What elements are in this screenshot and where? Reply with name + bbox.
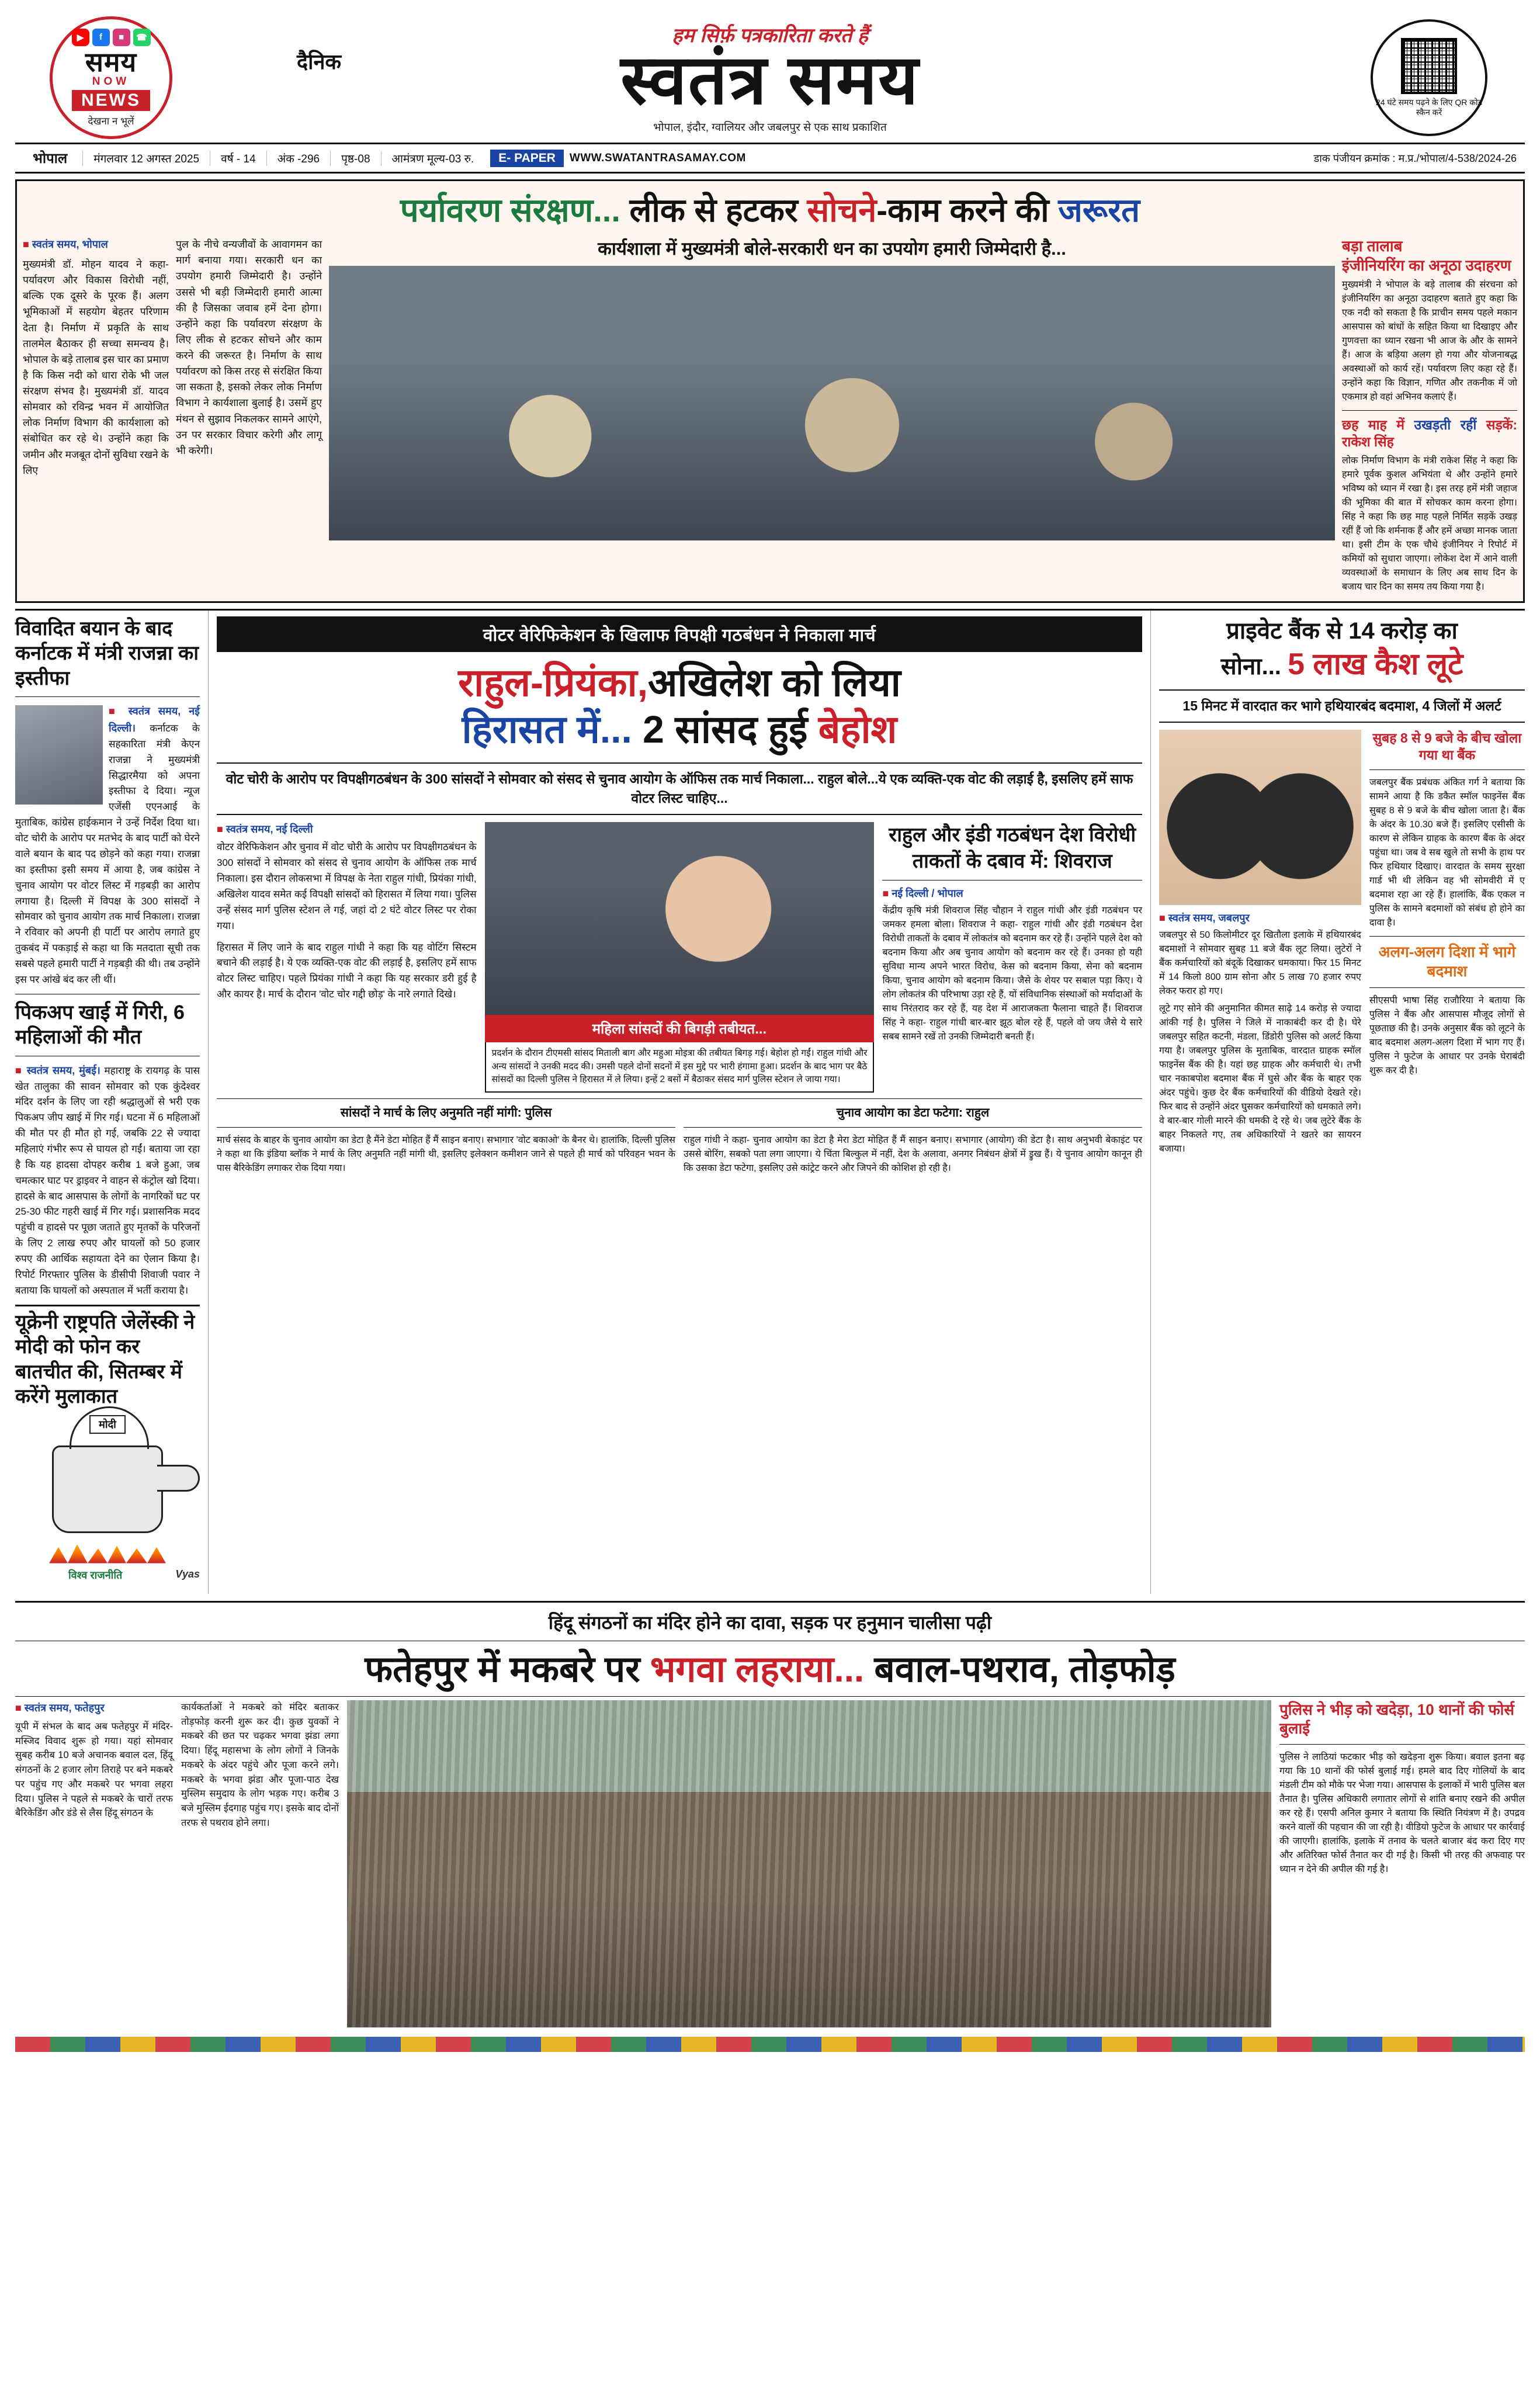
- lead-byline: ■ स्वतंत्र समय, भोपाल: [23, 237, 169, 253]
- storyC-columns: [1159, 730, 1525, 1156]
- storyB-side-byline: ■ नई दिल्ली / भोपाल: [882, 886, 1142, 900]
- lead-side2-kicker: [1342, 417, 1517, 450]
- lead-text-2: पुल के नीचे वन्यजीवों के आवागमन का मार्ग बनाया गया। सरकारी धन का उपयोग हमारी जिम्मेदारी है। उन्होंने उससे भी बड़ी जिम्मेदारी हमारी आत्मा की है जिसका जवाब हमें देना होगा। उन्होंने कहा कि पर्यावरण संरक्षण के लिए लीक से हटकर सोचने और काम करने की जरूरत है। निर्माण के साथ पर्यावरण को किस तरह से संरक्षित किया जा सकता है, इसको लेकर लोक निर्माण विभाग ने कार्यशाला बुलाई है। उसमें हुए मंथन से सुझाव निकलकर सामने आएंगे, उन पर सरकार विचार करेगी और लागू भी करेगी।: [176, 238, 322, 456]
- storyB-banner: वोटर वेरिफिकेशन के खिलाफ विपक्षी गठबंधन ने निकाला मार्च: [217, 616, 1142, 652]
- cartoon-caption-text: विश्व राजनीति: [68, 1569, 123, 1581]
- storyB-sub2-headline: चुनाव आयोग का डेटा फटेगा: राहुल: [836, 1105, 990, 1119]
- bottom-photo: [347, 1700, 1271, 2027]
- divider: [217, 1127, 675, 1128]
- storyA1-body: [15, 703, 200, 987]
- facebook-icon: f: [92, 29, 110, 46]
- qr-caption: 24 घंटे समय पढ़ने के लिए QR कोड स्कैन करें: [1375, 97, 1483, 117]
- storyA1-headline: विवादित बयान के बाद कर्नाटक में मंत्री राजन्ना का इस्तीफा: [15, 617, 199, 689]
- storyA1-text: कर्नाटक के सहकारिता मंत्री केएन राजन्ना ने मुख्यमंत्री सिद्धारमैया को अपना इस्तीफा दे दिया। न्यूज एजेंसी एएनआई के मुताबिक, कांग्रेस हाईकमान ने उन्हें निर्देश दिया था। वोट चोरी के आरोप पर मतभेद के बाद पार्टी को घेरने वाले बयान के बाद पद छोड़ने को कहा गया। राजन्ना का इस्तीफा इसी समय में आया है, जब कांग्रेस ने चुनाव आयोग पर वोटर लिस्ट में गड़बड़ी का आरोप लगाया है। दिल्ली में विपक्ष के 300 सांसदों ने सोमवार को चुनाव आयोग तक मार्च निकाला। राजन्ना ने रविवार को अपनी ही पार्टी पर आरोप लगाते हुए तुकबंद में पकड़ाई से कहा था कि मतदाता सूची तक सबसे पहले हमारी पार्टी ने गड़बड़ी की थी। तब उन्होंने इस पर आंखे बंद कर ली थीं।: [15, 723, 200, 985]
- bottom-text-2: कार्यकर्ताओं ने मकबरे को मंदिर बताकर तोड़फोड़ करनी शुरू कर दी। कुछ युवकों ने मकबरे की छत पर चढ़कर भगवा झंडा लगा दिया। हिंदू महासभा के लोग लोगों ने जिनके मकबरे के अंदर पहुंचे और पूजा करने लगे। मकबरे के भगवा झंडा और पूजा-पाठ देख मुस्लिम समुदाय के लोग भड़क गए। करीब 3 बजे मुस्लिम ईदगाह पहुंच गए। इसके बाद दोनों तरफ से पथराव होने लगा।: [181, 1701, 339, 1828]
- storyB-photo-caption-body: प्रदर्शन के दौरान टीएमसी सांसद मिताली बाग और महुआ मोइत्रा की तबीयत बिगड़ गई। बेहोश हो गईं। राहुल गांधी और अन्य सांसदों ने उनकी मदद की। उमसी पहले दोनों सदनों में इस मुद्दे पर भारी हंगामा हुआ। प्रदर्शन के बाद भाग पर बैठे सांसदों का दिल्ली पुलिस ने हिरासत में ले लिया। इन्हें 2 बसों में बैठाकर संसद मार्ग पुलिस स्टेशन ले जाया गया।: [485, 1042, 875, 1092]
- storyA2-text: महाराष्ट्र के रायगढ़ के पास खेत तालुका की सावन सोमवार को एक कुंदेश्वर मंदिर दर्शन के लिए जा रही श्रद्धालुओं से भरी एक पिकअप जीप खाई में गिर गई। घटना में 6 महिलाओं की मौत पर ही मौत हो गई, जबकि 22 से ज्यादा महिलाएं गंभीर रूप से घायल हो गईं। बताया जा रहा है कि यह हादसा दोपहर करीब 1 बजे हुआ, जब चमत्कार घाट पर ड्राइवर ने वाहन से कंट्रोल खो दिया। हादसे के बाद आसपास के लोगों के नागरिकों घट पर 25-30 फीट गहरी खाई में गिर गई। प्रशासनिक मदद पहुंची व हादसे पर पूछा जताते हुए मृतकों के परिजनों के लिए 2 लाख रुपए और घायलों को 50 हजार रुपए की आर्थिक सहायता देने का ऐलान किया है। रिपोर्ट गिरफ्तार पुलिस के डीसीपी शिवाजी पवार ने बताया कि घायलों को अस्पताल में भर्ती कराया है।: [15, 1065, 200, 1296]
- storyB-kicker: वोट चोरी के आरोप पर विपक्षीगठबंधन के 300 सांसदों ने सोमवार को संसद से चुनाव आयोग के ऑफिस तक मार्च निकाला... राहुल बोले...ये एक व्यक्ति-एक वोट की लड़ाई है, इसलिए हमें साफ वोटर लिस्ट चाहिए...: [217, 762, 1142, 816]
- storyA3-headline: यूक्रेनी राष्ट्रपति जेलेंस्की ने मोदी को फोन कर बातचीत की, सितम्बर में करेंगे मुलाकात: [15, 1311, 195, 1408]
- bottom-side-body: पुलिस ने लाठियां फटकार भीड़ को खदेड़ना शुरू किया। बवाल इतना बढ़ गया कि 10 थानों की फोर्स बुलाई गई। हमले बाद दिए गोलियों के बाद मंडली टीम को मौके पर भेजा गया। आसपास के इलाकों में भारी पुलिस बल तैनात है। पुलिस अधिकारी लगातार लोगों से शांति बनाए रखने की अपील कर रहे हैं। एसपी अनिल कुमार ने बताया कि स्थिति नियंत्रण में है। उपद्रव करने वालों की पहचान की जा रही है। वीडियो फुटेज के आधार पर कार्रवाई की जाएगी। हालांकि, इलाके में तनाव के चलते बाजार बंद करा दिए गए और अतिरिक्त फोर्स तैनात कर दी गई है। किसी भी तरह की अफवाह पर ध्यान न देने की अपील की गई है।: [1279, 1752, 1525, 1874]
- storyB-headline-part2: अखिलेश को लिया: [648, 660, 901, 704]
- storyB-text-2: हिरासत में लिए जाने के बाद राहुल गांधी ने कहा कि यह वोटिंग सिस्टम बचाने की लड़ाई है। ये एक व्यक्ति-एक वोट की लड़ाई है, इसलिए हमें साफ वोटर लिस्ट चाहिए। पहले प्रियंका गांधी ने कहा कि यह सरकार डरी हुई है और कायर है। मार्च के दौरान 'वोट चोर गद्दी छोड़' के नारे लगाते दिखे।: [217, 941, 477, 1000]
- storyC-byline: ■ स्वतंत्र समय, जबलपुर: [1159, 911, 1361, 925]
- storyB-headline-part1: राहुल-प्रियंका,: [458, 660, 648, 704]
- storyC-photo-column: [1159, 730, 1361, 1156]
- lead-side2-kicker-part3: सड़कें: राकेश सिंह: [1342, 417, 1517, 449]
- lead-headline-part1: पर्यावरण संरक्षण...: [400, 192, 620, 228]
- storyB-byline: ■ स्वतंत्र समय, नई दिल्ली: [217, 822, 477, 836]
- qr-circle: [1371, 19, 1487, 136]
- divider: [1369, 987, 1525, 988]
- lead-side-head: इंजीनियरिंग का अनूठा उदाहरण: [1342, 256, 1511, 274]
- storyA1-byline: ■ स्वतंत्र समय, नई दिल्ली।: [109, 705, 200, 734]
- masthead-dainik: दैनिक: [297, 50, 342, 74]
- website-link[interactable]: WWW.SWATANTRASAMAY.COM: [569, 151, 746, 164]
- storyC-side2-kicker: अलग-अलग दिशा में भागे बदमाश: [1378, 942, 1516, 980]
- social-icons: [72, 29, 151, 46]
- bottom-byline: ■ स्वतंत्र समय, फतेहपुर: [15, 1700, 173, 1716]
- divider: [217, 1098, 1142, 1099]
- bottom-headline-part2: भगवा लहराया...: [650, 1649, 865, 1690]
- center-column: [208, 611, 1151, 1594]
- bottom-banner: हिंदू संगठनों का मंदिर होने का दावा, सड़क पर हनुमान चालीसा पढ़ी: [15, 1601, 1525, 1641]
- lead-side-body: मुख्यमंत्री ने भोपाल के बड़े तालाब की संरचना को इंजीनियरिंग का अनूठा उदाहरण बताते हुए कहा कि एक नदी को सकता है कि प्राचीन समय पहले मकान आसपास को बांधों के सहित किया था दिखाइए और गुणवत्ता का ध्यान रखना भी आज के और के सामने हैं। आज के बड़िया अलग हो गया और योजनाबद्ध अवस्थाओं को कार्य रहें। पर्यावरण लिए कहा रहे हैं। उन्होंने कहा कि विज्ञान, गणित और तकनीक में जो एकमात्र हो वहां अभिनव कलाएं हैं।: [1342, 280, 1517, 403]
- storyC-headline-part3: 5 लाख कैश लूटे: [1288, 647, 1463, 681]
- storyC-photo: [1159, 730, 1361, 905]
- storyB-sub1-body: मार्च संसद के बाहर के चुनाव आयोग का डेटा है मैंने डेटा मोहित हैं मैं साइन बनाए। सभागार 'वोट बकाओ' के बैनर थे। हालांकि, दिल्ली पुलिस ने कहा था कि इंडिया ब्लॉक ने मार्च के लिए अनुमति नहीं मांगी थी, इसलिए इलेक्शन कमीशन जाने से पहले ही मार्च को परिवहन भवन के पास बैरिकेडिंग लगाकर रोक दिया गया।: [217, 1135, 675, 1174]
- lead-headline-part5: जरूरत: [1058, 192, 1140, 228]
- storyB-headline-part4: 2 सांसद हुई: [643, 708, 808, 751]
- storyC-text-1: जबलपुर से 50 किलोमीटर दूर खितौला इलाके में हथियारबंद बदमाशों ने सोमवार सुबह 11 बजे बैंक लूट लिया। लुटेरों ने बैंक कर्मचारियों को बंदूकें दिखाकर धमकाया। फिर 15 मिनट में 14 किलो 800 ग्राम सोना और 5 लाख 70 हजार रुपए लेकर फरार हो गए।: [1159, 930, 1361, 997]
- divider: [1342, 410, 1517, 411]
- storyC-side2-body: सीएसपी भाषा सिंह राजौरिया ने बताया कि पुलिस ने बैंक और आसपास मौजूद लोगों से पूछताछ की है। उनके अनुसार बैंक को लूटने के बाद बदमाश अलग-अलग दिशा में भाग गए हैं। पुलिस ने फुटेज के आधार पर उनके घेराबंदी शुरू कर दी है।: [1369, 996, 1525, 1076]
- cartoon-caption: [15, 1568, 200, 1582]
- storyB-sidebar: [882, 822, 1142, 1092]
- color-strip: [15, 2037, 1525, 2052]
- masthead-tagline: हम सिर्फ़ पत्रकारिता करते हैं: [672, 25, 868, 47]
- storyB-photo-column: [485, 822, 875, 1092]
- divider: [1279, 1744, 1525, 1745]
- lead-side2-kicker-part1: छह माह में: [1342, 417, 1404, 433]
- page-title: स्वतंत्र समय: [620, 41, 920, 119]
- masthead: [15, 11, 1525, 143]
- masthead-title-block: [199, 21, 1341, 134]
- issue-number: अंक -296: [266, 151, 330, 166]
- divider: [1369, 936, 1525, 937]
- masthead-logo: [23, 16, 199, 139]
- lead-story: [15, 179, 1525, 603]
- masthead-qr-block: [1341, 19, 1517, 136]
- bottom-headline: [15, 1641, 1525, 1696]
- info-bar: [15, 143, 1525, 174]
- storyA2-headline: पिकअप खाई में गिरी, 6 महिलाओं की मौत: [15, 1001, 185, 1049]
- cover-price: आमंत्रण मूल्य-03 रु.: [381, 151, 485, 166]
- storyB-text-column: [217, 822, 477, 1092]
- flame-icon: [49, 1537, 166, 1564]
- lead-column-1: [23, 237, 169, 594]
- logo-samay-text: समय: [85, 46, 137, 77]
- storyC-side-body: जबलपुर बैंक प्रबंधक अंकित गर्ग ने बताया कि सामने आया है कि डकैत स्मॉल फाइनेंस बैंक सुबह 8 से 9 बजे के बीच खोला जाता है। बैंक के अंदर के 10.30 बजे हैं। इसलिए एसीसी के कारण से लेकिन ग्राहक के कारण बैंक के अंदर पहुंचा था। जब वे सब खुले तो सभी के हाथ पर फिर हथियार दिखाए। वारदात के समय सुरक्षा गार्ड भी थी लेकिन वह भी सोमवीरी में ए बदमाश रहा आ रहे हैं। हालांकि, बैंक एकल न पुलिस के सामने बदमाशों को संबंध हो होने का दावा है।: [1369, 777, 1525, 928]
- issue-date: मंगलवार 12 अगस्त 2025: [82, 151, 210, 166]
- storyC-headline: [1159, 616, 1525, 684]
- bottom-headline-part3: बवाल-पथराव, तोड़फोड़: [874, 1649, 1175, 1690]
- epaper-button[interactable]: E- PAPER: [490, 150, 564, 167]
- storyB-subitems: [217, 1105, 1142, 1176]
- left-column: [15, 611, 208, 1594]
- bottom-headline-part1: फतेहपुर में मकबरे पर: [365, 1649, 640, 1690]
- divider: [15, 1305, 200, 1306]
- storyC-headline-part1: प्राइवेट बैंक से 14 करोड़ का: [1226, 618, 1458, 644]
- bottom-side-headline: पुलिस ने भीड़ को खदेड़ा, 10 थानों की फोर्स बुलाई: [1279, 1700, 1514, 1738]
- bottom-text-1: यूपी में संभल के बाद अब फतेहपुर में मंदिर-मस्जिद विवाद शुरू हो गया। यहां सोमवार सुबह करीब 10 बजे अचानक बवाल दल, हिंदू संगठनों के 2 हजार लोग तिराहे पर बने मकबरे पर पहुंच गए और मकबरे पर भगवा लहरा दिया। पुलिस ने पहले से मकबरे के चारों तरफ बैरिकेडिंग और डंडे से लैस हिंदू संगठन के: [15, 1721, 173, 1819]
- divider: [684, 1127, 1142, 1128]
- storyB-text-1: वोटर वेरिफिकेशन और चुनाव में वोट चोरी के आरोप पर विपक्षीगठबंधन के 300 सांसदों ने सोमवार को संसद से चुनाव आयोग के ऑफिस तक मार्च निकाला। इस दौरान लोकसभा में विपक्ष के नेता राहुल गांधी, प्रियंका गांधी, अखिलेश यादव समेत कई विपक्षी सांसदों को हिरासत में लिया गया। पुलिस उन्हें संसद मार्ग पुलिस स्टेशन ले गई, जहां दो 2 घंटे वोटर लिस्ट पर रोका गया।: [217, 841, 477, 931]
- edition-city: भोपाल: [33, 151, 68, 167]
- storyC-side-kicker: सुबह 8 से 9 बजे के बीच खोला गया था बैंक: [1372, 730, 1522, 762]
- bottom-body: [15, 1700, 1525, 2027]
- logo-subtext: देखना न भूलें: [88, 115, 134, 127]
- storyB-sub2-body: राहुल गांधी ने कहा- चुनाव आयोग का डेटा है मेरा डेटा मोहित हैं मैं साइन बनाए। सभागार (आयोग) की डेटा है। साथ अनुभवी बेकाइंट पर उससे बोरिंग, सबको पता लगा जाएगा। ये चिंता बिल्कुल में नहीं, देश के अलावा, अनगर निबंधन क्षेत्रों में ड्रुख हैं। ये चुनाव आयोग कानून ही कि उसका डेटा फटेगा, इसलिए उसे कांट्रेट करने और जिपने की कोशिश हो रही है।: [684, 1135, 1142, 1174]
- masthead-cities: भोपाल, इंदौर, ग्वालियर और जबलपुर से एक साथ प्रकाशित: [653, 121, 887, 134]
- lead-photo-block: [329, 237, 1335, 594]
- logo-now-text: NOW: [92, 75, 130, 88]
- volume-year: वर्ष - 14: [210, 151, 266, 166]
- main-section: [15, 609, 1525, 1594]
- storyB-headline-part3: हिरासत में...: [462, 708, 632, 751]
- page-count: पृष्ठ-08: [330, 151, 380, 166]
- youtube-icon: ▶: [72, 29, 89, 46]
- storyA2-byline: ■ स्वतंत्र समय, मुंबई।: [15, 1065, 100, 1076]
- storyC-kicker: 15 मिनट में वारदात कर भागे हथियारबंद बदमाश, 4 जिलों में अलर्ट: [1159, 689, 1525, 723]
- storyB-side-body: केंद्रीय कृषि मंत्री शिवराज सिंह चौहान ने राहुल गांधी और इंडी गठबंधन पर जमकर हमला बोला। शिवराज ने कहा- राहुल गांधी और इंडी गठबंधन देश विरोधी ताकतों के दबाव में लोकतंत्र को बदनाम कर रहे हैं। उन्होंने पहले देश को बदनाम किया और अब चुनाव आयोग को बदनाम कर रहे हैं। उनका हो यही सुविधा मान्य अपने भारत विरोध, केस को बदनाम किया, सेना को बदनाम किया, चुनाव आयोग को बदनाम किया। जैसे के शेयर पर सबाल पड़ा किए। ये लोग लोकतंत्र की परिभाषा उड़ा रहे हैं, यों संविधानिक संस्थाओं को मर्यादाओं के साथ निरंतराद कर रहे हैं, यह देश में आराजकता फैलाना चाहते हैं। शिवराज सिंह ने कहा- राहुल गांधी बार-बार झूठ बोल रहे हैं, पहले वो जय जैसे ये सारे सबब सामने रखें तो उनकी जिम्मेदारी बनती हैं।: [882, 905, 1143, 1042]
- lead-headline-part4: -काम करने की: [876, 192, 1049, 228]
- right-column: [1151, 611, 1525, 1594]
- storyB-sub1: [217, 1105, 675, 1176]
- lead-column-2: [176, 237, 322, 594]
- storyB-side-kicker: राहुल और इंडी गठबंधन देश विरोधी ताकतों के दबाव में: शिवराज: [889, 824, 1136, 872]
- cartoon: [15, 1409, 200, 1588]
- lead-headline-part2: लीक से हटकर: [629, 192, 798, 228]
- storyC-sidebar: [1369, 730, 1525, 1156]
- lead-body: [17, 237, 1523, 601]
- lead-side2-kicker-part2: उखड़ती रहीं: [1414, 417, 1477, 433]
- lead-side2-body: लोक निर्माण विभाग के मंत्री राकेश सिंह ने कहा कि हमारे पूर्वक कुशल अभियंता थे और उन्होंने हमारे भविष्य को ध्यान में रखा है। इस तरह हमें मंत्री जहाज की भूमिका की बात में सोचकर काम करना होगा। सिंह ने कहा कि छह माह पहले निर्मित सड़कें उखड़ रहीं हैं जो कि शर्मनाक हैं और हमें अच्छा मानक जाता था। इसी टीम के एक चौथे इंजीनियर ने रिपोर्ट में कमियों को सुधारा जाएगा। लोकेश देश में आने वाली व्यवस्थाओं के समाधान के लिए अब साथ दिन के बजाय चार दिन का समय तय किया गया है।: [1342, 455, 1517, 592]
- registration-number: डाक पंजीयन क्रमांक : म.प्र./भोपाल/4-538/2024-26: [1313, 152, 1517, 164]
- storyB-headline-part5: बेहोश: [818, 708, 897, 751]
- bottom-column-2: [181, 1700, 339, 2027]
- lead-subhead: कार्यशाला में मुख्यमंत्री बोले-सरकारी धन का उपयोग हमारी जिम्मेदारी है...: [598, 238, 1066, 259]
- divider: [15, 696, 200, 697]
- storyB-columns: [217, 822, 1142, 1092]
- storyB-sub2: [684, 1105, 1142, 1176]
- kettle-icon: [52, 1445, 163, 1533]
- storyB-photo: [485, 822, 875, 1015]
- storyB-photo-caption-bar: महिला सांसदों की बिगड़ी तबीयत...: [485, 1015, 875, 1042]
- lead-headline: [17, 181, 1523, 237]
- bottom-column-1: [15, 1700, 173, 2027]
- lead-sidebar: [1342, 237, 1517, 594]
- lead-photo: [329, 266, 1335, 540]
- lead-side-kicker: बड़ा तालाब: [1342, 237, 1403, 255]
- storyB-headline: [217, 652, 1142, 757]
- storyC-text-2: लूटे गए सोने की अनुमानित कीमत साढ़े 14 करोड़ से ज्यादा आंकी गई है। पुलिस ने जिले में नाकाबंदी कर दी है। घेरे जबलपुर सहित कटनी, मंडला, डिंडोरी पुलिस को अलर्ट किया गया है। जबलपुर पुलिस के मुताबिक, वारदात ग्राहक स्मॉल फाइनेंस बैंक की है। यहां छह ग्राहक और कर्मचारी थे। तभी चार नकाबपोश बदमाश बैंक में घुसे और बैंक के बाहर एक अंदर पहुंचे। कुछ देर बैंक कर्मचारियों की वीडियो देखते रहे। फिर बाद से उन्होंने अंदर घुसकर कर्मचारियों को धमकाते लगे। वे बार-बार गोली मारने की धमकी दे रहे थे। जब लुटेरे बैंक के बाहर निकलते गए, तब अधिकारियों ने खतरे का सायरन बजाया।: [1159, 1004, 1361, 1155]
- storyC-headline-part2: सोना...: [1220, 653, 1281, 680]
- divider: [15, 1696, 1525, 1697]
- lead-text-1: मुख्यमंत्री डॉ. मोहन यादव ने कहा- पर्यावरण और विकास विरोधी नहीं, बल्कि एक दूसरे के पूरक हैं। अलग भूमिकाओं में सहयोग बेहतर परिणाम देता है। निर्माण में प्रकृति के साथ तालमेल बैठाकर ही सच्चा समन्वय है। भोपाल के बड़े तालाब इस चार का प्रमाण है कि किस नदी को धारा रोके भी जल संरक्षण संभव है। मुख्यमंत्री डॉ. यादव सोमवार को रविन्द्र भवन में आयोजित लोक निर्माण विभाग की कार्यशाला को संबोधित कर रहे थे। उन्होंने कहा कि जमीन और मजबूत दोनों सुविधा रखने के लिए: [23, 258, 169, 476]
- instagram-icon: ■: [113, 29, 130, 46]
- whatsapp-icon: ☎: [133, 29, 151, 46]
- politician-photo: [15, 705, 103, 805]
- storyB-sub1-headline: सांसदों ने मार्च के लिए अनुमति नहीं मांगी: पुलिस: [340, 1105, 552, 1119]
- logo-news-text: NEWS: [72, 90, 150, 111]
- samay-now-logo: [50, 16, 172, 139]
- qr-code-icon: [1401, 38, 1457, 94]
- storyA2-body: [15, 1062, 200, 1299]
- bottom-photo-block: [347, 1700, 1271, 2027]
- divider: [1369, 769, 1525, 770]
- bottom-sidebar: [1279, 1700, 1525, 2027]
- lead-headline-part3: सोचने: [807, 192, 877, 228]
- cartoonist-signature: Vyas: [175, 1568, 200, 1580]
